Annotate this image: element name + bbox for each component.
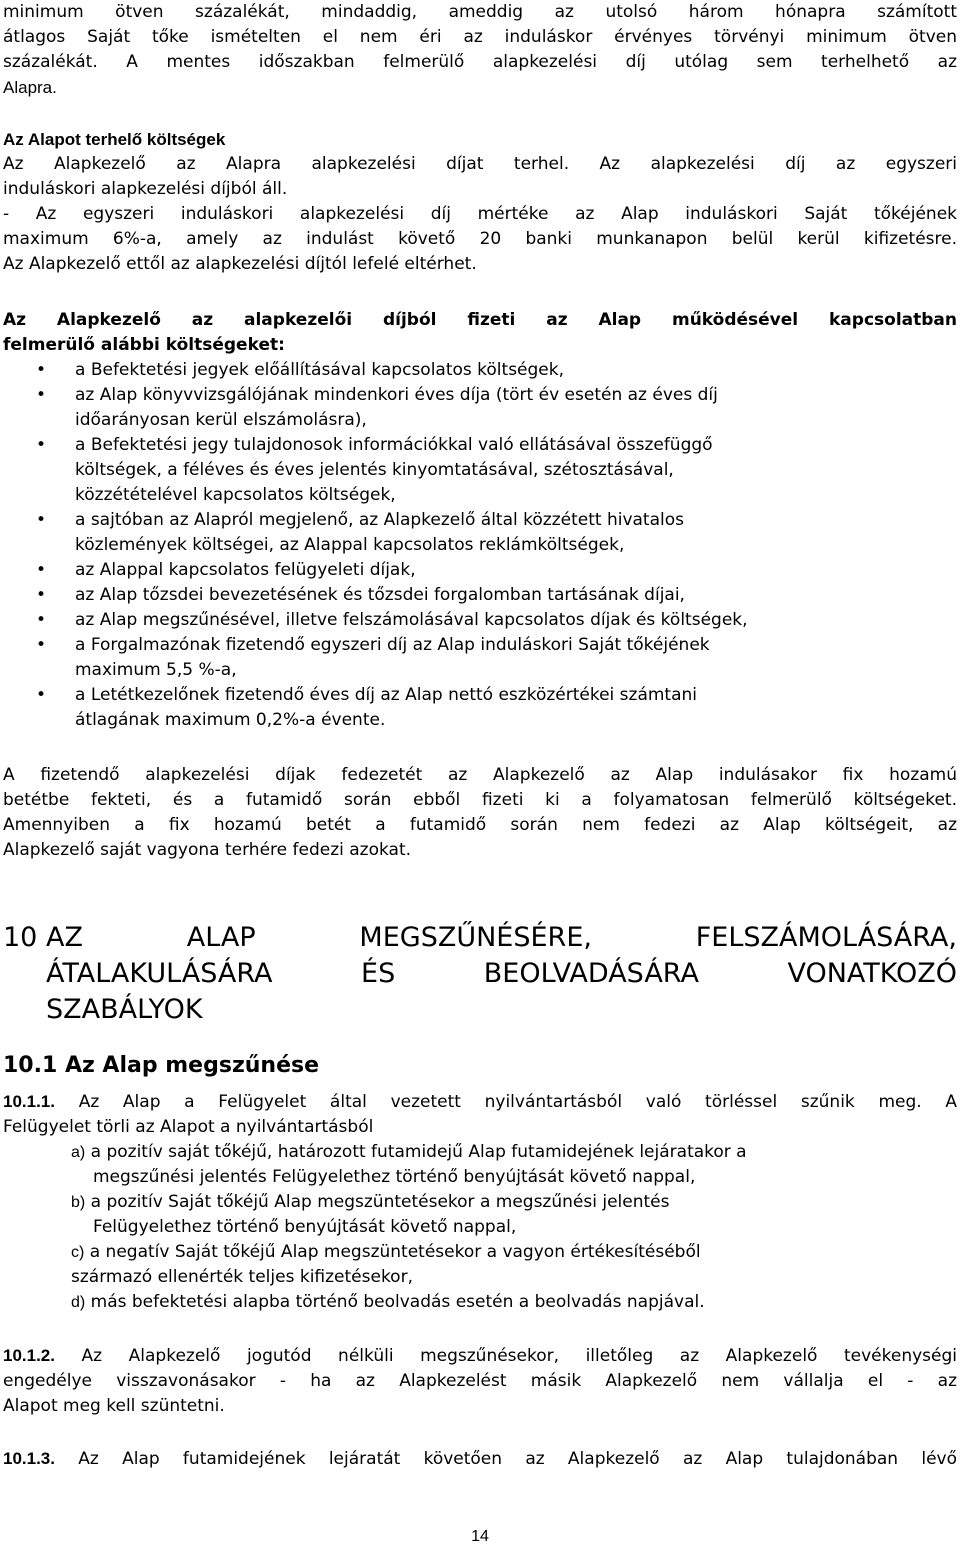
item-letter: d) <box>71 1294 86 1311</box>
text-line: Alapot meg kell szüntetni. <box>3 1396 225 1416</box>
text-line: átlagos Saját tőke ismételten el nem éri az induláskor érvényes törvényi minimum ötven <box>3 27 957 47</box>
costs-heading: Az Alapot terhelő költségek <box>3 130 226 149</box>
paragraph-10-1-1 <box>3 1089 957 1315</box>
list-item: • az Alap tőzsdei bevezetésének és tőzsdei forgalomban tartásának díjai, <box>3 583 957 608</box>
item-letter: a) <box>71 1144 86 1161</box>
text-line: Az Alapkezelő ettől az alapkezelési díjtól lefelé eltérhet. <box>3 254 477 274</box>
text-line: Alapkezelő saját vagyona terhére fedezi azokat. <box>3 840 412 860</box>
intro-paragraph <box>3 0 957 100</box>
fees-section <box>3 308 957 733</box>
text-line: - Az egyszeri induláskori alapkezelési díj mértéke az Alap induláskori Saját tőkéjének <box>3 204 957 224</box>
text-line: Felügyelet törli az Alapot a nyilvántartásból <box>3 1117 374 1137</box>
bullet-icon: • <box>36 635 47 655</box>
text-line: 10.1.2. Az Alapkezelő jogutód nélküli megszűnésekor, illetőleg az Alapkezelő tevékenységi <box>3 1346 957 1366</box>
paragraph-10-1-3 <box>3 1446 957 1472</box>
list-item: • a Forgalmazónak fizetendő egyszeri díj az Alap induláskori Saját tőkéjének maximum 5,5 %-a, <box>36 635 710 680</box>
bullet-icon: • <box>36 510 47 530</box>
text-line: betétbe fekteti, és a futamidő során ebből fizeti ki a folyamatosan felmerülő költségeket. <box>3 790 957 810</box>
text-line: maximum 6%-a, amely az indulást követő 20 banki munkanapon belül kerül kifizetésre. <box>3 229 957 249</box>
paragraph-number: 10.1.2. <box>3 1346 55 1365</box>
paragraph-number: 10.1.1. <box>3 1092 55 1111</box>
bullet-icon: • <box>36 385 47 405</box>
lettered-item: c) a negatív Saját tőkéjű Alap megszüntetésekor a vagyon értékesítéséből származó ellenérték teljes kifizetésekor, <box>71 1242 701 1287</box>
list-item: • az Alappal kapcsolatos felügyeleti díjak, <box>3 558 957 583</box>
list-item: • a Befektetési jegyek előállításával kapcsolatos költségek, <box>3 358 957 383</box>
funding-paragraph <box>3 763 957 863</box>
list-item: • a Befektetési jegy tulajdonosok információkkal való ellátásával összefüggő költségek, a féléves és éves jelentés kinyomtatásával, szétosztásával, közzétételével kapcsolatos költségek, <box>36 435 713 505</box>
fees-heading: Az Alapkezelő az alapkezelői díjból fizeti az Alap működésével kapcsolatban <box>3 310 957 330</box>
list-item: • a Letétkezelőnek fizetendő éves díj az Alap nettó eszközértékei számtani átlagának maximum 0,2%-a évente. <box>36 685 698 730</box>
text-line: A fizetendő alapkezelési díjak fedezetét az Alapkezelő az Alap indulásakor fix hozamú <box>3 765 957 785</box>
list-item: • a sajtóban az Alapról megjelenő, az Alapkezelő által közzétett hivatalos közlemények költségei, az Alappal kapcsolatos reklámköltségek, <box>36 510 684 555</box>
bullet-icon: • <box>36 560 47 580</box>
text-line: Alapra. <box>3 78 57 97</box>
costs-section <box>3 127 957 277</box>
text-line: Amennyiben a fix hozamú betét a futamidő során nem fedezi az Alap költségeit, az <box>3 815 957 835</box>
bullet-icon: • <box>36 585 47 605</box>
lettered-item: a) a pozitív saját tőkéjű, határozott futamidejű Alap futamidejének lejáratakor a megszűnési jelentés Felügyelethez történő benyújtását követő nappal, <box>71 1142 747 1187</box>
paragraph-10-1-2 <box>3 1343 957 1419</box>
fees-list <box>3 358 957 733</box>
lettered-item: d) más befektetési alapba történő beolvadás esetén a beolvadás napjával. <box>71 1292 705 1312</box>
text-line: induláskori alapkezelési díjból áll. <box>3 179 288 199</box>
text-line: engedélye visszavonásakor - ha az Alapkezelést másik Alapkezelő nem vállalja el - az <box>3 1371 957 1391</box>
list-item: • az Alap megszűnésével, illetve felszámolásával kapcsolatos díjak és költségek, <box>3 608 957 633</box>
section-number: 10 <box>3 922 38 953</box>
list-item: • az Alap könyvvizsgálójának mindenkori éves díja (tört év esetén az éves díj időarányosan kerül elszámolásra), <box>36 385 718 430</box>
bullet-icon: • <box>36 435 47 455</box>
paragraph-number: 10.1.3. <box>3 1449 55 1468</box>
item-letter: b) <box>71 1194 86 1211</box>
page-number: 14 <box>471 1528 489 1545</box>
bullet-icon: • <box>36 610 47 630</box>
fees-heading: felmerülő alábbi költségeket: <box>3 335 285 355</box>
text-line: 10.1.3. Az Alap futamidejének lejáratát követően az Alapkezelő az Alap tulajdonában lévő <box>3 1449 957 1469</box>
section-10-heading <box>3 920 957 1028</box>
text-line: százalékát. A mentes időszakban felmerülő alapkezelési díj utólag sem terhelhető az <box>3 52 957 72</box>
lettered-item: b) a pozitív Saját tőkéjű Alap megszüntetésekor a megszűnési jelentés Felügyelethez történő benyújtását követő nappal, <box>71 1192 670 1237</box>
bullet-icon: • <box>36 360 47 380</box>
item-letter: c) <box>71 1244 85 1261</box>
bullet-icon: • <box>36 685 47 705</box>
text-line: 10.1.1. Az Alap a Felügyelet által vezetett nyilvántartásból való törléssel szűnik meg. A <box>3 1092 957 1112</box>
text-line: Az Alapkezelő az Alapra alapkezelési díjat terhel. Az alapkezelési díj az egyszeri <box>3 154 957 174</box>
section-title: AZ ALAP MEGSZŰNÉSÉRE, FELSZÁMOLÁSÁRA, ÁTALAKULÁSÁRA ÉS BEOLVADÁSÁRA VONATKOZÓ SZABÁLYOK <box>46 922 957 1025</box>
text-line: minimum ötven százalékát, mindaddig, ameddig az utolsó három hónapra számított <box>3 2 957 22</box>
subsection-10-1-heading: 10.1 Az Alap megszűnése <box>3 1053 320 1078</box>
